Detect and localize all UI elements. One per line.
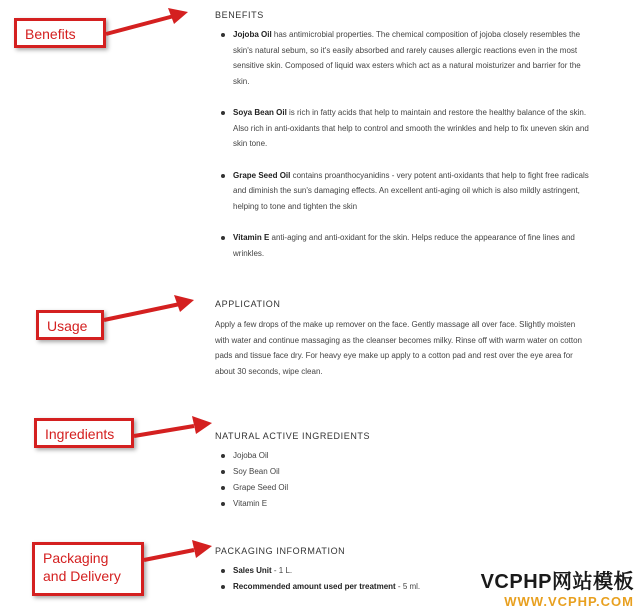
ingredients-callout-label: Ingredients — [45, 426, 115, 442]
packaging-arrow — [142, 536, 222, 576]
packaging-item: Sales Unit - 1 L. — [215, 563, 590, 579]
packaging-callout — [32, 542, 144, 596]
packaging-heading: PACKAGING INFORMATION — [215, 546, 346, 556]
application-text: Apply a few drops of the make up remover on the face. Gently massage all over face. Slightly moisten with water and continue massaging as the cleanser becomes milky. Rinse off with warm water on cotton pads and tissue face dry. For heavy eye make up apply to a cotton pad and rest over the eye area for about 30 seconds, wipe clean. — [215, 320, 582, 376]
site-watermark — [481, 565, 634, 609]
usage-arrow — [102, 292, 202, 332]
usage-callout — [36, 310, 104, 340]
application-heading: APPLICATION — [215, 299, 281, 309]
packaging-callout-label: Packaging and Delivery — [43, 550, 121, 585]
packaging-item: Recommended amount used per treatment - 5 ml. — [215, 579, 590, 595]
benefits-heading: BENEFITS — [215, 10, 264, 20]
benefits-callout-label: Benefits — [25, 26, 76, 42]
ingredient-item: Soy Bean Oil — [215, 464, 590, 480]
watermark-title: VCPHP网站模板 — [480, 571, 634, 593]
benefit-item: Grape Seed Oil contains proanthocyanidins - very potent anti-oxidants that help to fight free radicals and diminish the sun's damaging effects. An excellent anti-aging oil which is also mildly astringent, helping to tone and tighten the skin — [215, 168, 590, 215]
usage-callout-label: Usage — [47, 318, 88, 334]
benefit-item: Vitamin E anti-aging and anti-oxidant for the skin. Helps reduce the appearance of fine lines and wrinkles. — [215, 230, 590, 261]
ingredients-arrow — [132, 410, 222, 450]
benefit-item: Soya Bean Oil is rich in fatty acids that help to maintain and restore the healthy balance of the skin. Also rich in anti-oxidants that help to control and smooth the wrinkles and help to fix uneven skin and skin tone. — [215, 105, 590, 152]
watermark-url: WWW.VCPHP.COM — [504, 594, 634, 609]
ingredient-item: Grape Seed Oil — [215, 480, 590, 496]
ingredients-callout — [34, 418, 134, 448]
benefits-arrow — [104, 6, 194, 46]
ingredient-item: Vitamin E — [215, 496, 590, 512]
ingredients-list — [215, 448, 590, 512]
benefit-item: Jojoba Oil has antimicrobial properties. The chemical composition of jojoba closely resembles the skin's natural sebum, so it's easily absorbed and rarely causes allergic reactions even in the most sensitive skin. Composed of liquid wax esters which act as a natural moisturizer and barrier for the skin. — [215, 27, 590, 89]
benefits-callout — [14, 18, 106, 48]
ingredient-item: Jojoba Oil — [215, 448, 590, 464]
benefits-list — [215, 27, 590, 261]
ingredients-heading: NATURAL ACTIVE INGREDIENTS — [215, 431, 371, 441]
